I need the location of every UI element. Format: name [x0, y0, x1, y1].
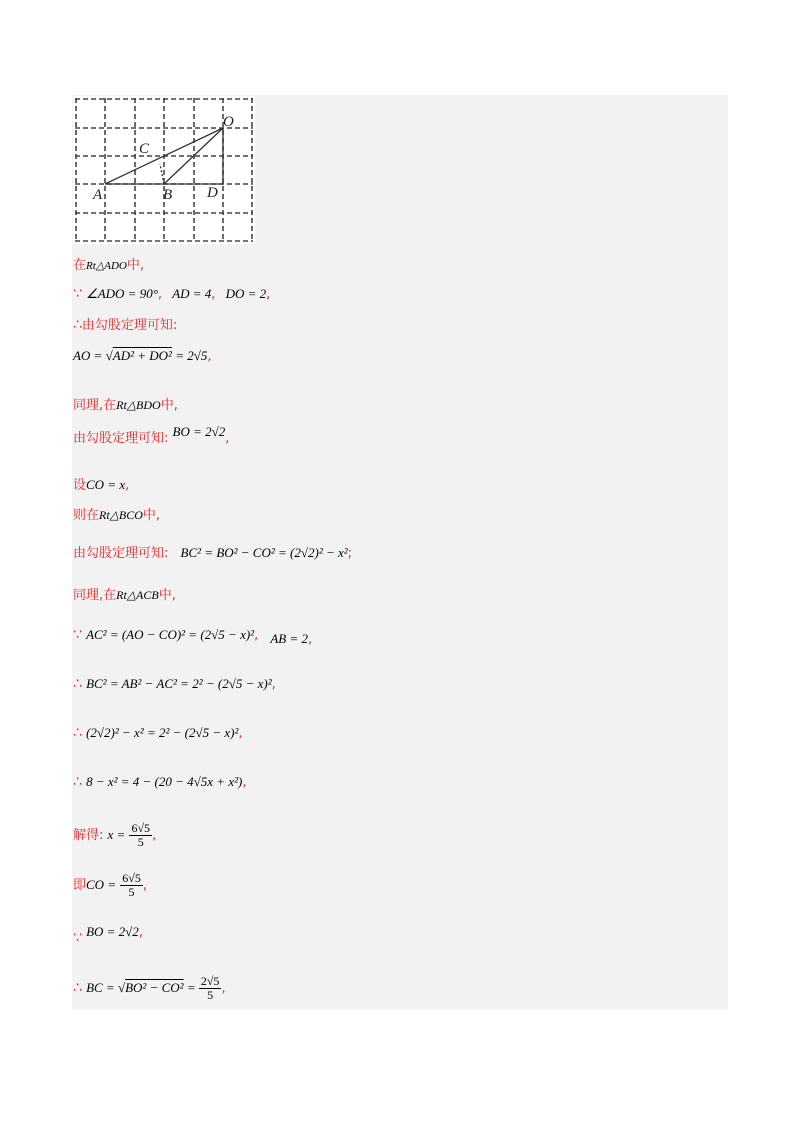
line-8: 则在Rt△BCO中,: [73, 508, 161, 523]
line-9: 由勾股定理可知: BC² = BO² − CO² = (2√2)² − x²;: [73, 545, 353, 561]
line-3: ∴由勾股定理可知:: [73, 317, 178, 333]
fraction-x: $\frac{6√5}{5}$: [131, 821, 151, 849]
line-10: 同理,在Rt△ACB中,: [73, 588, 176, 603]
line-17: ∵ BO = 2√2,: [73, 924, 143, 946]
fraction-bc: $\frac{2√5}{5}$: [200, 974, 220, 1002]
label-A: A: [93, 187, 103, 203]
line-15: 解得: x = $\frac{6√5}{5}$ ,: [73, 821, 157, 849]
line-13: ∴ (2√2)² − x² = 2² − (2√5 − x)²,: [73, 725, 243, 741]
fraction-co: $\frac{6√5}{5}$: [122, 871, 141, 899]
line-2: ∵ ∠ADO = 90°, AD = 4, DO = 2,: [73, 286, 271, 302]
line-6: 由勾股定理可知: BO = 2√2,: [73, 424, 230, 446]
label-O: O: [223, 114, 234, 130]
grid-geometry-figure: [73, 96, 255, 244]
line-18: ∴ BC = √BO² − CO² = $\frac{2√5}{5}$ ,: [73, 974, 226, 1002]
line-11: ∵ AC² = (AO − CO)² = (2√5 − x)², AB = 2,: [73, 627, 313, 647]
line-5: 同理,在Rt△BDO中,: [73, 398, 178, 413]
line-12: ∴ BC² = AB² − AC² = 2² − (2√5 − x)²,: [73, 676, 276, 692]
line-14: ∴ 8 − x² = 4 − (20 − 4√5x + x²),: [73, 774, 247, 790]
label-D: D: [207, 185, 218, 201]
label-C: C: [139, 141, 150, 157]
line-4: AO = √AD² + DO² = 2√5,: [73, 348, 212, 364]
line-16: 即CO = $\frac{6√5}{5}$ ,: [73, 871, 147, 899]
label-B: B: [163, 187, 173, 203]
line-7: 设CO = x,: [73, 477, 130, 493]
line-1: 在Rt△ADO中,: [73, 258, 144, 273]
